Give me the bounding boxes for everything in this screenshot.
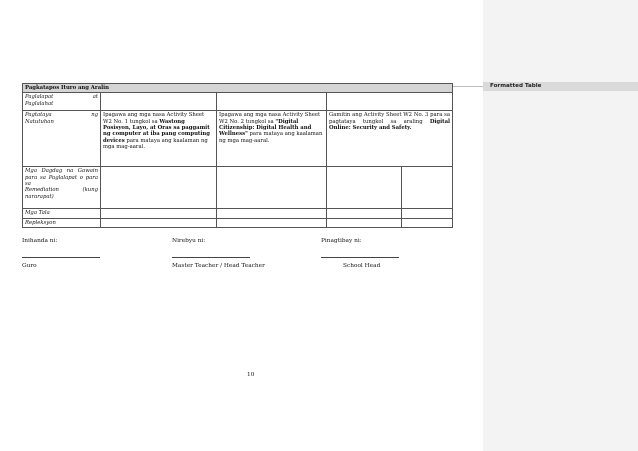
pagtataya-activity-3-bold: Digital Online: Security and Safety. <box>329 118 451 132</box>
row-paglalapat <box>23 93 453 111</box>
table-cell <box>402 167 453 209</box>
table-cell <box>101 93 217 111</box>
lesson-table <box>22 83 453 228</box>
row-label-remediation-d: nararapat) <box>25 193 54 200</box>
row-label-pagtataya-c: Natutuhan <box>25 118 54 125</box>
table-cell <box>327 167 402 209</box>
approved-by-label: Pinagtibay ni: <box>321 238 362 244</box>
pagtataya-activity-2-post: para mataya ang kaalaman ng mga mag-aaral. <box>219 131 323 144</box>
row-pagtataya <box>23 111 453 167</box>
row-label-pagtataya-a: Pagtataya <box>25 112 52 119</box>
comment-pane <box>483 0 638 451</box>
row-label-paglalapat-a: Paglalapat <box>25 94 54 101</box>
signature-line <box>321 257 399 258</box>
row-label-remediation-b: Remediation <box>25 187 59 194</box>
reviewed-by-title: Master Teacher / Head Teacher <box>172 263 265 269</box>
pagtataya-activity-2 <box>217 111 327 167</box>
table-header: Pagkatapos Ituro ang Aralin <box>23 84 453 93</box>
table-cell <box>327 93 453 111</box>
pagtataya-activity-1-bold: Wastong Posisyon, Layo, at Oras sa paggamit ng computer at iba pang computing devices <box>103 118 210 144</box>
approved-by-title: School Head <box>343 263 381 269</box>
row-label-pagtataya <box>23 111 101 167</box>
row-remediation <box>23 167 453 209</box>
signature-line <box>172 257 250 258</box>
row-label-paglalapat <box>23 93 101 111</box>
table-cell <box>402 209 453 218</box>
row-label-remediation-a: Mga Dagdag na Gawain para sa Paglalapat o para sa <box>25 168 98 188</box>
pagtataya-activity-1-post: para mataya ang kaalaman ng mga mag-aaral. <box>103 137 208 151</box>
table-cell <box>217 167 327 209</box>
table-cell <box>101 209 217 218</box>
table-cell <box>402 218 453 227</box>
table-cell <box>101 167 217 209</box>
pagtataya-activity-3-pre: Gamitin ang Activity Sheet W2 No. 3 para sa pagtataya tungkol sa araling <box>329 112 451 125</box>
table-cell <box>217 218 327 227</box>
table-cell <box>101 218 217 227</box>
comment-connector-line <box>448 86 483 87</box>
row-repleksyon <box>23 218 453 227</box>
table-cell <box>217 209 327 218</box>
row-label-paglalapat-c: Paglalahat <box>25 100 54 107</box>
page-number: 10 <box>247 372 255 378</box>
row-label-tala: Mga Tala <box>23 209 101 218</box>
row-label-paglalapat-b: at <box>92 94 98 101</box>
row-label-remediation-c: (kung <box>82 187 98 194</box>
table-header-row <box>23 84 453 93</box>
table-cell <box>327 218 402 227</box>
table-cell <box>217 93 327 111</box>
pagtataya-activity-1-pre: Ipagawa ang mga nasa Activity Sheet W2 No. 1 tungkol sa <box>103 112 205 125</box>
reviewed-by-label: Nirebyu ni: <box>172 238 206 244</box>
pagtataya-activity-3 <box>327 111 453 167</box>
signature-line <box>22 257 100 258</box>
comment-label: Formatted Table <box>490 83 542 89</box>
prepared-by-label: Inihanda ni: <box>22 238 58 244</box>
table-cell <box>327 209 402 218</box>
pagtataya-activity-2-bold: "Digital Citizenship: Digital Health and Wellness" <box>219 118 312 138</box>
row-tala <box>23 209 453 218</box>
row-label-remediation <box>23 167 101 209</box>
row-label-repleksyon: Repleksyon <box>23 218 101 227</box>
pagtataya-activity-1 <box>101 111 217 167</box>
pagtataya-activity-2-pre: Ipagawa ang mga nasa Activity Sheet W2 No. 2 tungkol sa <box>219 112 321 125</box>
row-label-pagtataya-b: ng <box>91 112 98 119</box>
prepared-by-title: Guro <box>22 263 37 269</box>
